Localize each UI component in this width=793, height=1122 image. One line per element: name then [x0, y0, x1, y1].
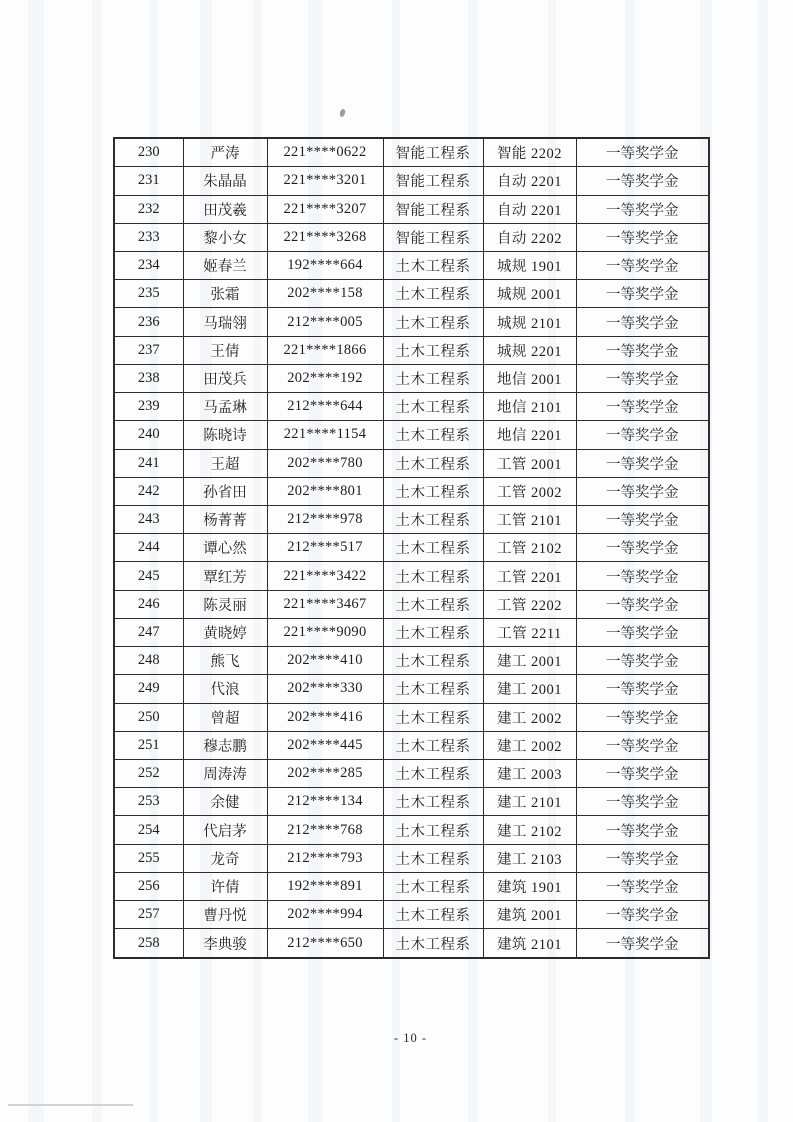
cell-no: 230: [114, 138, 183, 167]
cell-no: 254: [114, 816, 183, 844]
cell-student_id: 202****416: [267, 703, 383, 731]
cell-award: 一等奖学金: [576, 675, 709, 703]
cell-name: 张霜: [183, 280, 267, 308]
table-row: [114, 449, 709, 477]
cell-award: 一等奖学金: [576, 872, 709, 900]
cell-no: 248: [114, 647, 183, 675]
cell-class_name: 工管 2102: [483, 534, 576, 562]
cell-no: 247: [114, 618, 183, 646]
cell-student_id: 202****330: [267, 675, 383, 703]
cell-class_name: 工管 2101: [483, 505, 576, 533]
cell-no: 238: [114, 364, 183, 392]
cell-student_id: 202****285: [267, 759, 383, 787]
table-row: [114, 308, 709, 336]
cell-award: 一等奖学金: [576, 929, 709, 958]
table-row: [114, 252, 709, 280]
cell-award: 一等奖学金: [576, 393, 709, 421]
cell-department: 土木工程系: [383, 788, 483, 816]
cell-no: 242: [114, 477, 183, 505]
cell-award: 一等奖学金: [576, 618, 709, 646]
cell-department: 土木工程系: [383, 872, 483, 900]
cell-class_name: 工管 2002: [483, 477, 576, 505]
cell-class_name: 自动 2201: [483, 195, 576, 223]
cell-class_name: 建筑 2001: [483, 901, 576, 929]
cell-name: 王超: [183, 449, 267, 477]
cell-department: 智能工程系: [383, 195, 483, 223]
cell-no: 255: [114, 844, 183, 872]
cell-student_id: 212****005: [267, 308, 383, 336]
cell-department: 土木工程系: [383, 336, 483, 364]
cell-class_name: 自动 2201: [483, 167, 576, 195]
cell-class_name: 工管 2001: [483, 449, 576, 477]
cell-award: 一等奖学金: [576, 901, 709, 929]
cell-award: 一等奖学金: [576, 308, 709, 336]
cell-student_id: 202****192: [267, 364, 383, 392]
scan-edge-line: [8, 1104, 133, 1106]
cell-student_id: 221****9090: [267, 618, 383, 646]
cell-class_name: 城规 1901: [483, 252, 576, 280]
cell-department: 土木工程系: [383, 477, 483, 505]
cell-department: 土木工程系: [383, 562, 483, 590]
cell-department: 土木工程系: [383, 929, 483, 958]
cell-award: 一等奖学金: [576, 449, 709, 477]
cell-student_id: 221****1154: [267, 421, 383, 449]
cell-award: 一等奖学金: [576, 647, 709, 675]
cell-no: 256: [114, 872, 183, 900]
cell-department: 智能工程系: [383, 167, 483, 195]
cell-class_name: 工管 2211: [483, 618, 576, 646]
cell-class_name: 地信 2201: [483, 421, 576, 449]
cell-class_name: 建工 2101: [483, 788, 576, 816]
table-row: [114, 590, 709, 618]
cell-name: 马瑞翎: [183, 308, 267, 336]
scholarship-table: [113, 137, 710, 959]
cell-student_id: 212****644: [267, 393, 383, 421]
cell-class_name: 工管 2202: [483, 590, 576, 618]
cell-class_name: 建筑 1901: [483, 872, 576, 900]
cell-department: 土木工程系: [383, 647, 483, 675]
cell-no: 250: [114, 703, 183, 731]
cell-award: 一等奖学金: [576, 223, 709, 251]
cell-student_id: 212****517: [267, 534, 383, 562]
cell-name: 陈灵丽: [183, 590, 267, 618]
cell-department: 土木工程系: [383, 308, 483, 336]
cell-award: 一等奖学金: [576, 421, 709, 449]
cell-award: 一等奖学金: [576, 280, 709, 308]
cell-student_id: 221****0622: [267, 138, 383, 167]
cell-department: 智能工程系: [383, 223, 483, 251]
cell-department: 土木工程系: [383, 590, 483, 618]
cell-no: 243: [114, 505, 183, 533]
cell-award: 一等奖学金: [576, 364, 709, 392]
cell-name: 李典骏: [183, 929, 267, 958]
cell-name: 熊飞: [183, 647, 267, 675]
cell-student_id: 192****891: [267, 872, 383, 900]
cell-class_name: 智能 2202: [483, 138, 576, 167]
cell-name: 杨菁菁: [183, 505, 267, 533]
cell-department: 智能工程系: [383, 138, 483, 167]
cell-name: 田茂羲: [183, 195, 267, 223]
cell-name: 王倩: [183, 336, 267, 364]
table-row: [114, 731, 709, 759]
table-row: [114, 393, 709, 421]
cell-award: 一等奖学金: [576, 788, 709, 816]
cell-no: 246: [114, 590, 183, 618]
cell-name: 黄晓婷: [183, 618, 267, 646]
table-row: [114, 421, 709, 449]
scan-streak: [92, 0, 102, 1122]
cell-student_id: 212****650: [267, 929, 383, 958]
cell-class_name: 地信 2001: [483, 364, 576, 392]
cell-name: 余健: [183, 788, 267, 816]
cell-no: 236: [114, 308, 183, 336]
cell-class_name: 工管 2201: [483, 562, 576, 590]
cell-class_name: 城规 2201: [483, 336, 576, 364]
table-row: [114, 336, 709, 364]
cell-no: 232: [114, 195, 183, 223]
cell-student_id: 221****3207: [267, 195, 383, 223]
cell-award: 一等奖学金: [576, 195, 709, 223]
cell-department: 土木工程系: [383, 505, 483, 533]
table-row: [114, 167, 709, 195]
table-row: [114, 759, 709, 787]
cell-name: 田茂兵: [183, 364, 267, 392]
cell-department: 土木工程系: [383, 618, 483, 646]
table-row: [114, 364, 709, 392]
cell-no: 253: [114, 788, 183, 816]
table-row: [114, 138, 709, 167]
cell-name: 陈晓诗: [183, 421, 267, 449]
cell-name: 代启茅: [183, 816, 267, 844]
cell-name: 周涛涛: [183, 759, 267, 787]
cell-no: 239: [114, 393, 183, 421]
cell-student_id: 221****3201: [267, 167, 383, 195]
table-row: [114, 534, 709, 562]
cell-name: 曾超: [183, 703, 267, 731]
cell-student_id: 212****793: [267, 844, 383, 872]
cell-no: 252: [114, 759, 183, 787]
cell-department: 土木工程系: [383, 901, 483, 929]
cell-department: 土木工程系: [383, 421, 483, 449]
cell-name: 许倩: [183, 872, 267, 900]
cell-student_id: 202****994: [267, 901, 383, 929]
cell-department: 土木工程系: [383, 675, 483, 703]
cell-student_id: 192****664: [267, 252, 383, 280]
cell-no: 241: [114, 449, 183, 477]
cell-department: 土木工程系: [383, 364, 483, 392]
table-row: [114, 901, 709, 929]
cell-class_name: 建筑 2101: [483, 929, 576, 958]
cell-department: 土木工程系: [383, 844, 483, 872]
table-row: [114, 647, 709, 675]
cell-name: 穆志鹏: [183, 731, 267, 759]
table-row: [114, 280, 709, 308]
cell-department: 土木工程系: [383, 759, 483, 787]
cell-award: 一等奖学金: [576, 505, 709, 533]
cell-award: 一等奖学金: [576, 252, 709, 280]
cell-class_name: 建工 2001: [483, 675, 576, 703]
cell-student_id: 202****445: [267, 731, 383, 759]
cell-name: 马孟琳: [183, 393, 267, 421]
cell-class_name: 建工 2003: [483, 759, 576, 787]
cell-department: 土木工程系: [383, 703, 483, 731]
table-row: [114, 788, 709, 816]
cell-student_id: 221****3422: [267, 562, 383, 590]
cell-class_name: 自动 2202: [483, 223, 576, 251]
cell-department: 土木工程系: [383, 393, 483, 421]
cell-award: 一等奖学金: [576, 534, 709, 562]
cell-department: 土木工程系: [383, 280, 483, 308]
cell-award: 一等奖学金: [576, 562, 709, 590]
cell-department: 土木工程系: [383, 816, 483, 844]
cell-no: 240: [114, 421, 183, 449]
table-row: [114, 675, 709, 703]
cell-department: 土木工程系: [383, 252, 483, 280]
cell-award: 一等奖学金: [576, 138, 709, 167]
cell-award: 一等奖学金: [576, 703, 709, 731]
cell-student_id: 221****3268: [267, 223, 383, 251]
cell-award: 一等奖学金: [576, 759, 709, 787]
cell-student_id: 221****3467: [267, 590, 383, 618]
cell-student_id: 202****780: [267, 449, 383, 477]
cell-no: 249: [114, 675, 183, 703]
cell-name: 朱晶晶: [183, 167, 267, 195]
cell-name: 覃红芳: [183, 562, 267, 590]
table-row: [114, 844, 709, 872]
cell-award: 一等奖学金: [576, 844, 709, 872]
cell-no: 245: [114, 562, 183, 590]
cell-name: 孙省田: [183, 477, 267, 505]
table-row: [114, 562, 709, 590]
cell-student_id: 202****801: [267, 477, 383, 505]
cell-no: 244: [114, 534, 183, 562]
cell-name: 龙奇: [183, 844, 267, 872]
cell-department: 土木工程系: [383, 731, 483, 759]
cell-award: 一等奖学金: [576, 167, 709, 195]
cell-award: 一等奖学金: [576, 336, 709, 364]
cell-class_name: 城规 2001: [483, 280, 576, 308]
page-number: - 10 -: [393, 1031, 428, 1045]
table-row: [114, 505, 709, 533]
cell-no: 231: [114, 167, 183, 195]
cell-name: 代浪: [183, 675, 267, 703]
table-row: [114, 477, 709, 505]
cell-no: 233: [114, 223, 183, 251]
cell-student_id: 221****1866: [267, 336, 383, 364]
scholarship-table-body: [114, 138, 709, 958]
table-row: [114, 195, 709, 223]
cell-award: 一等奖学金: [576, 731, 709, 759]
scan-streak: [758, 0, 768, 1122]
cell-class_name: 建工 2103: [483, 844, 576, 872]
cell-name: 黎小女: [183, 223, 267, 251]
cell-no: 234: [114, 252, 183, 280]
cell-name: 曹丹悦: [183, 901, 267, 929]
table-row: [114, 816, 709, 844]
cell-name: 谭心然: [183, 534, 267, 562]
table-row: [114, 703, 709, 731]
cell-student_id: 202****410: [267, 647, 383, 675]
cell-award: 一等奖学金: [576, 590, 709, 618]
cell-award: 一等奖学金: [576, 816, 709, 844]
cell-name: 姬春兰: [183, 252, 267, 280]
cell-student_id: 212****978: [267, 505, 383, 533]
cell-name: 严涛: [183, 138, 267, 167]
cell-class_name: 地信 2101: [483, 393, 576, 421]
cell-department: 土木工程系: [383, 534, 483, 562]
cell-student_id: 212****134: [267, 788, 383, 816]
cell-no: 237: [114, 336, 183, 364]
scan-speck: [339, 109, 346, 118]
table-row: [114, 872, 709, 900]
cell-award: 一等奖学金: [576, 477, 709, 505]
scan-streak: [28, 0, 44, 1122]
cell-student_id: 202****158: [267, 280, 383, 308]
cell-class_name: 城规 2101: [483, 308, 576, 336]
cell-department: 土木工程系: [383, 449, 483, 477]
table-row: [114, 618, 709, 646]
cell-class_name: 建工 2102: [483, 816, 576, 844]
cell-class_name: 建工 2002: [483, 703, 576, 731]
cell-no: 235: [114, 280, 183, 308]
table-row: [114, 929, 709, 958]
cell-class_name: 建工 2002: [483, 731, 576, 759]
table-row: [114, 223, 709, 251]
cell-no: 258: [114, 929, 183, 958]
cell-class_name: 建工 2001: [483, 647, 576, 675]
cell-student_id: 212****768: [267, 816, 383, 844]
cell-no: 257: [114, 901, 183, 929]
cell-no: 251: [114, 731, 183, 759]
